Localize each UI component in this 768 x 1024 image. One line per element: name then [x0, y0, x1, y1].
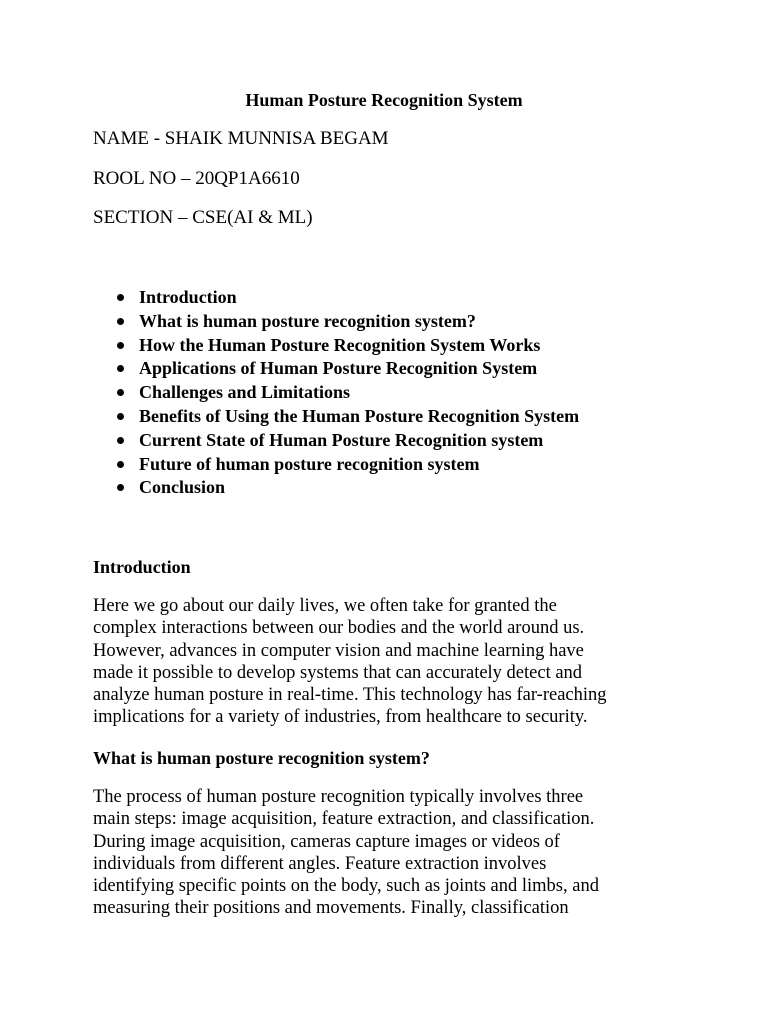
- bullet-icon: [117, 318, 124, 325]
- paragraph-line: Here we go about our daily lives, we often take for granted the: [93, 596, 557, 616]
- toc-item: [93, 286, 579, 310]
- section-heading-what-is: What is human posture recognition system?: [93, 748, 430, 768]
- paragraph-line: During image acquisition, cameras capture images or videos of: [93, 831, 560, 852]
- toc-item: [93, 405, 579, 429]
- paragraph-line: made it possible to develop systems that can accurately detect and: [93, 662, 583, 683]
- toc-item-label: Benefits of Using the Human Posture Recognition System: [139, 405, 580, 426]
- paragraph-line: identifying specific points on the body, such as joints and limbs, and: [93, 876, 599, 897]
- toc-item: [93, 357, 579, 381]
- toc-item: [93, 310, 579, 334]
- toc-item: [93, 429, 579, 453]
- paragraph-line: analyze human posture in real-time. This technology has far-reaching: [93, 685, 607, 706]
- student-name: NAME - SHAIK MUNNISA BEGAM: [93, 128, 389, 149]
- toc-item-label: Current State of Human Posture Recognition system: [139, 429, 544, 450]
- toc-item-label: Conclusion: [139, 477, 226, 498]
- bullet-icon: [117, 342, 124, 349]
- section-paragraph-introduction: [93, 595, 693, 729]
- toc-item-label: Future of human posture recognition system: [139, 453, 480, 474]
- paragraph-line: complex interactions between our bodies and the world around us.: [93, 618, 585, 639]
- paragraph-line: measuring their positions and movements. Finally, classification: [93, 898, 569, 919]
- table-of-contents: [93, 286, 579, 500]
- toc-item-label: How the Human Posture Recognition System Works: [139, 334, 541, 355]
- toc-item: [93, 453, 579, 477]
- paragraph-line: main steps: image acquisition, feature extraction, and classification.: [93, 809, 595, 830]
- toc-item: [93, 334, 579, 358]
- paragraph-line: individuals from different angles. Feature extraction involves: [93, 853, 547, 874]
- toc-item: [93, 476, 579, 500]
- toc-item: [93, 381, 579, 405]
- bullet-icon: [117, 413, 124, 420]
- toc-item-label: Applications of Human Posture Recognition System: [139, 358, 538, 379]
- roll-number: ROOL NO – 20QP1A6610: [93, 168, 300, 189]
- bullet-icon: [117, 461, 124, 468]
- bullet-icon: [117, 389, 124, 396]
- paragraph-line: The process of human posture recognition typically involves three: [93, 787, 584, 807]
- section-info: SECTION – CSE(AI & ML): [93, 207, 313, 228]
- document-title: Human Posture Recognition System: [245, 90, 523, 110]
- toc-item-label: What is human posture recognition system?: [139, 310, 476, 331]
- toc-item-label: Introduction: [139, 287, 237, 307]
- bullet-icon: [117, 294, 124, 301]
- bullet-icon: [117, 365, 124, 372]
- bullet-icon: [117, 484, 124, 491]
- section-heading-introduction: Introduction: [93, 557, 191, 577]
- toc-item-label: Challenges and Limitations: [139, 382, 351, 403]
- section-paragraph-what-is: [93, 786, 693, 920]
- paragraph-line: implications for a variety of industries, from healthcare to security.: [93, 707, 588, 728]
- paragraph-line: However, advances in computer vision and machine learning have: [93, 640, 584, 661]
- bullet-icon: [117, 437, 124, 444]
